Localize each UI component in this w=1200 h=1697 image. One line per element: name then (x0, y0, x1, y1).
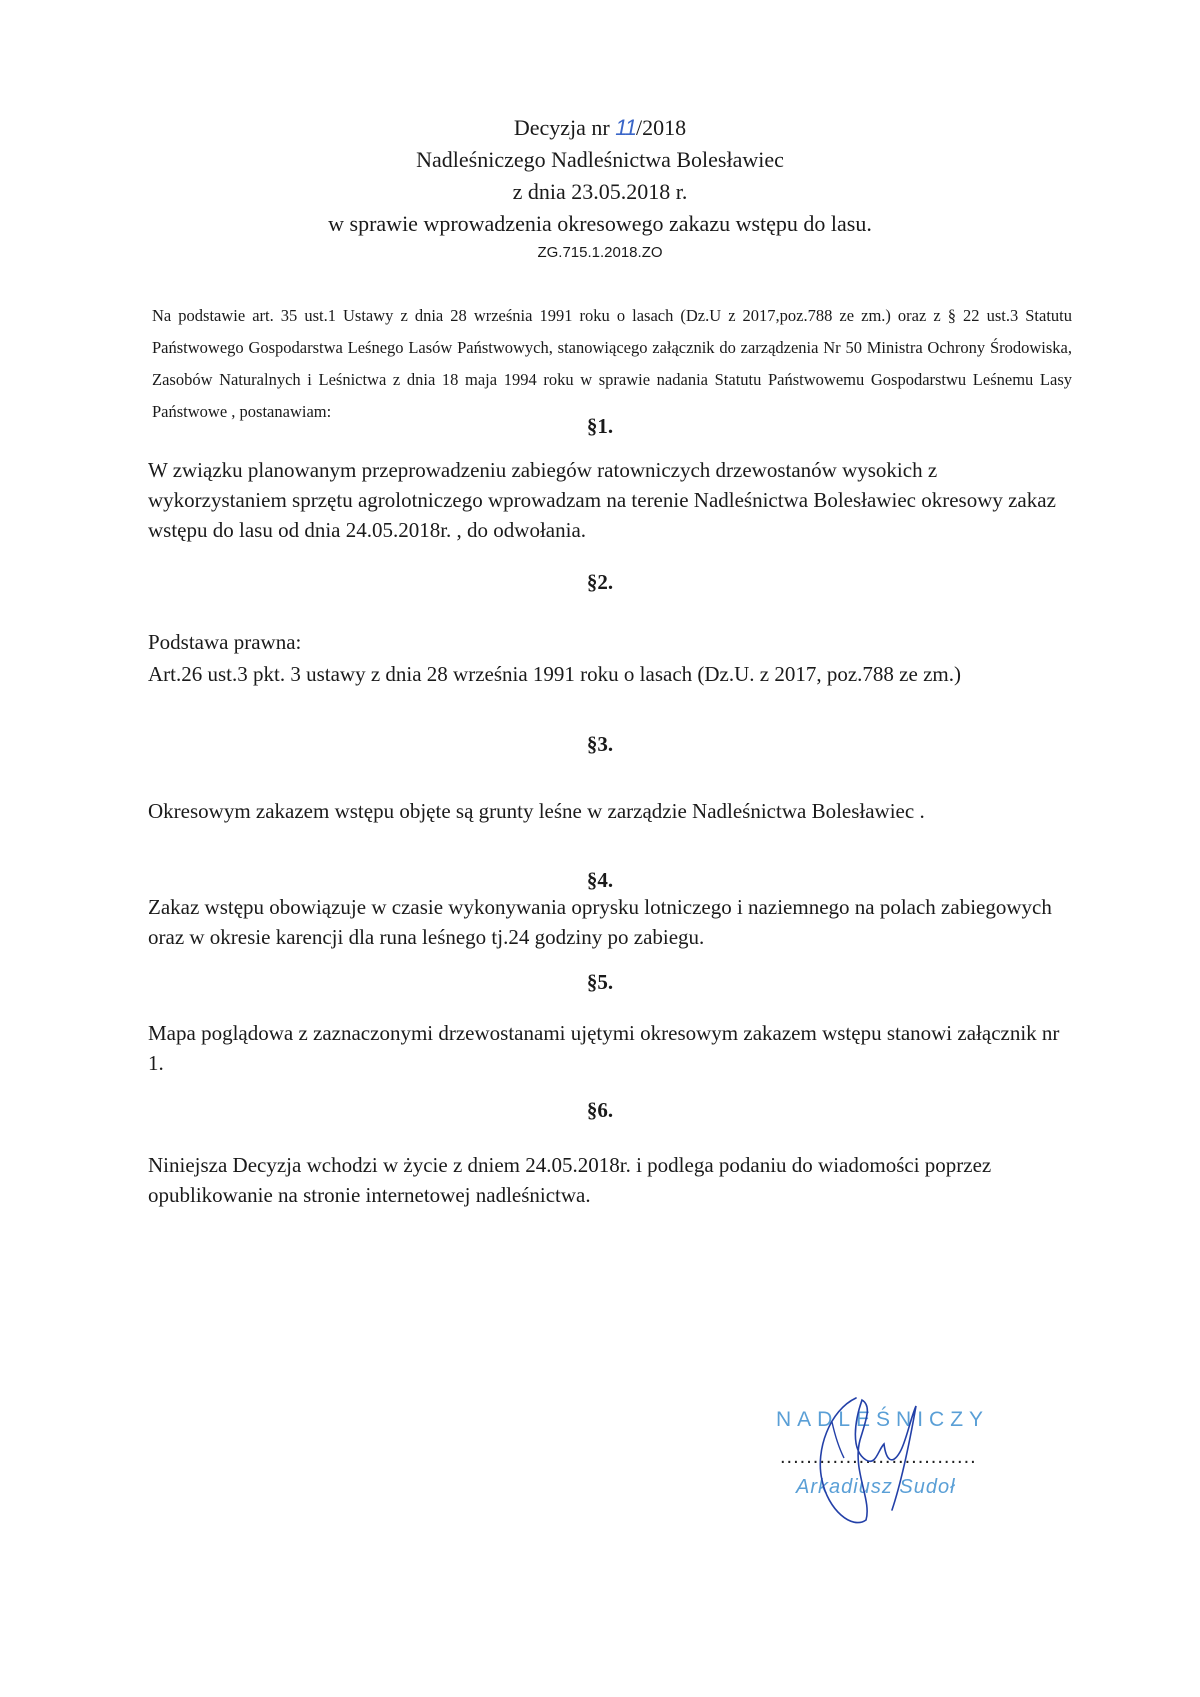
section-6-mark: §6. (586, 1098, 614, 1122)
decision-title (0, 112, 1200, 144)
signature-line: .............................. (780, 1446, 977, 1468)
document-header (0, 112, 1200, 264)
title-year: /2018 (636, 115, 687, 140)
section-1-mark: §1. (586, 414, 614, 438)
section-4-text: Zakaz wstępu obowiązuje w czasie wykonywania oprysku lotniczego i naziemnego na polach zabiegowych oraz w okresie karencji dla runa leśnego tj.24 godziny po zabiegu. (148, 895, 1052, 949)
decision-date: z dnia 23.05.2018 r. (512, 179, 688, 204)
section-2-heading: Podstawa prawna: (148, 630, 302, 654)
section-5-text: Mapa poglądowa z zaznaczonymi drzewostanami ujętymi okresowym zakazem wstępu stanowi załącznik nr 1. (148, 1021, 1060, 1075)
section-2-text: Art.26 ust.3 pkt. 3 ustawy z dnia 28 września 1991 roku o lasach (Dz.U. z 2017, poz.788 ze zm.) (148, 662, 961, 686)
signature-stamp-name: Arkadiusz Sudoł (796, 1476, 956, 1498)
section-5-mark: §5. (586, 970, 614, 994)
preamble: Na podstawie art. 35 ust.1 Ustawy z dnia 28 września 1991 roku o lasach (Dz.U z 2017,poz.788 ze zm.) oraz z § 22 ust.3 Statutu Państwowego Gospodarstwa Leśnego Lasów Państwowych, stanowiącego załącznik do zarządzenia Nr 50 Ministra Ochrony Środowiska, Zasobów Naturalnych i Leśnictwa z dnia 18 maja 1994 roku w sprawie nadania Statutu Państwowemu Gospodarstwu Leśnemu Lasy Państwowe , postanawiam: (152, 306, 1072, 421)
handwritten-signature-icon (760, 1380, 1060, 1550)
decision-subject: w sprawie wprowadzenia okresowego zakazu wstępu do lasu. (328, 211, 872, 236)
reference-number: ZG.715.1.2018.ZO (537, 244, 663, 261)
section-2-mark: §2. (586, 570, 614, 594)
title-prefix: Decyzja nr (513, 115, 616, 140)
section-4-mark: §4. (586, 868, 614, 892)
signature-block (760, 1380, 1060, 1550)
section-3-text: Okresowym zakazem wstępu objęte są grunty leśne w zarządzie Nadleśnictwa Bolesławiec . (148, 799, 925, 823)
section-1-text: W związku planowanym przeprowadzeniu zabiegów ratowniczych drzewostanów wysokich z wykorzystaniem sprzętu agrolotniczego wprowadzam na terenie Nadleśnictwa Bolesławiec okresowy zakaz wstępu do lasu od dnia 24.05.2018r. , do odwołania. (148, 458, 1056, 542)
section-6-text: Niniejsza Decyzja wchodzi w życie z dniem 24.05.2018r. i podlega podaniu do wiadomości poprzez opublikowanie na stronie internetowej nadleśnictwa. (148, 1153, 992, 1207)
signature-stamp-title: NADLEŚNICZY (776, 1408, 990, 1431)
handwritten-number: 11 (615, 115, 637, 140)
issuer: Nadleśniczego Nadleśnictwa Bolesławiec (416, 147, 784, 172)
section-3-mark: §3. (586, 732, 614, 756)
